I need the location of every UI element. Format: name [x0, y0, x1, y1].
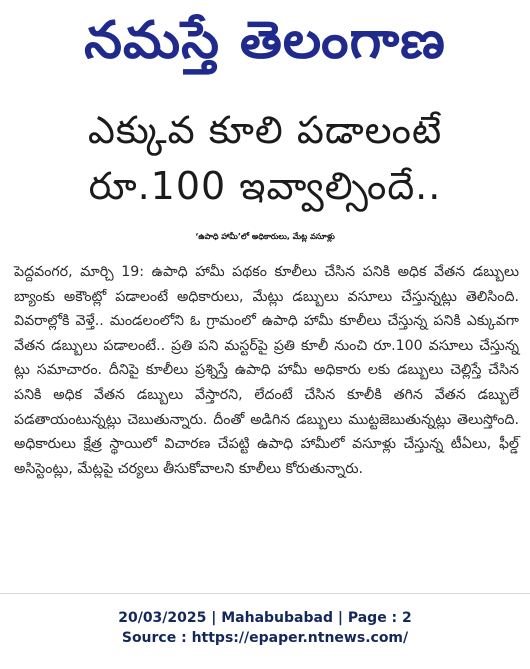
headline-line-2: రూ.100 ఇవ్వాల్సిందే.. [88, 164, 442, 208]
footer-date-edition: 20/03/2025 | Mahabubabad | Page : 2 [118, 610, 412, 626]
article-body: పెద్దవంగర, మార్చి 19: ఉపాధి హామీ పథకం కూలీలు చేసిన పనికి అధిక వేతన డబ్బులు బ్యాంకు అకౌంట్లో పడాలంటే అధికారులు, మేట్లు డబ్బులు వసూలు చేస్తున్నట్లు తెలిసింది. వివరాల్లోకి వెళ్తే.. మండలంలోని ఓ గ్రామంలో ఉపాధి హామీ కూలీలు చేస్తున్న పనికి ఎక్కువగా వేతన డబ్బులు పడాలంటే.. ప్రతి పని మస్టర్‌పై ప్రతి కూలీ నుంచి రూ.100 వసూలు చేస్తున్న ట్లు సమాచారం. దీనిపై కూలీలు ప్రశ్నిస్తే ఉపాధి హామీ అధికారు లకు డబ్బులు చెల్లిస్తే చేసిన పనికి అధిక వేతన డబ్బులు వేస్తారని, లేదంటే చేసిన కూలీకి తగిన వేతన డబ్బులే పడతాయంటున్నట్లు చెబుతున్నారు. దీంతో అడిగిన డబ్బులు ముట్టజెబుతున్నట్లు తెలుస్తోంది. అధికారులు క్షేత్ర స్థాయిలో విచారణ చేపట్టి ఉపాధి హామీలో వసూళ్లు చేస్తున్న టీఏలు, ఫీల్డ్ అసిస్టెంట్లు, మేట్లపై చర్యలు తీసుకోవాలని కూలీలు కోరుతున్నారు. [14, 264, 519, 477]
newspaper-masthead [0, 0, 530, 92]
headline-line-1: ఎక్కువ కూలి పడాలంటే [87, 108, 443, 152]
masthead-title: నమస్తే తెలంగాణ [84, 9, 446, 70]
footer-source-link[interactable]: Source : https://epaper.ntnews.com/ [121, 630, 409, 646]
divider [0, 593, 530, 594]
subheadline: ‘ఉపాధి హామీ’లో అధికారులు, మేట్ల వసూళ్లు [195, 232, 335, 241]
